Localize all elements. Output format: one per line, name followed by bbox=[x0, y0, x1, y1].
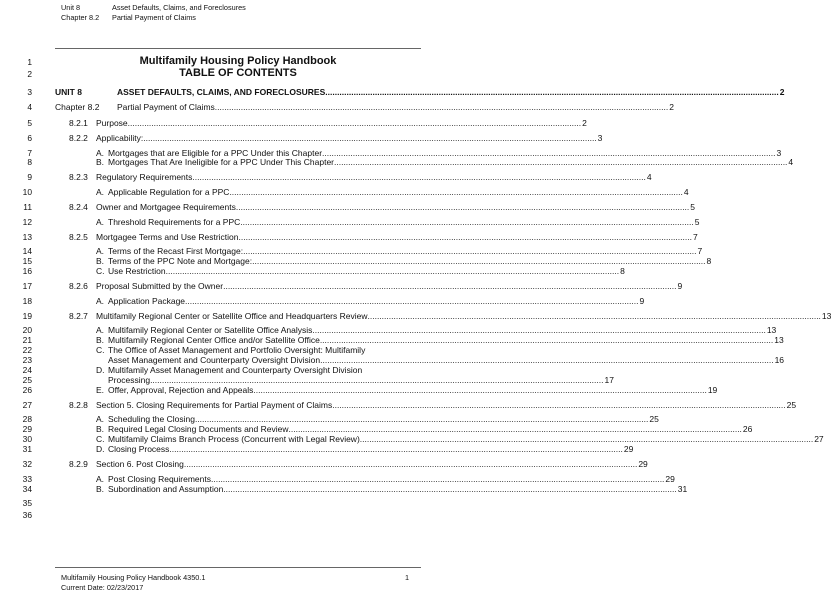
dot-leader bbox=[289, 424, 742, 434]
line-number: 33 bbox=[22, 474, 32, 484]
dot-leader bbox=[128, 118, 581, 128]
header-unit-label: Unit 8 bbox=[61, 3, 81, 12]
line-number: 2 bbox=[27, 69, 32, 79]
dot-leader bbox=[223, 484, 676, 494]
toc-entry-title: Closing Process bbox=[108, 444, 170, 454]
toc-entry-number: B. bbox=[96, 157, 105, 167]
toc-page-number: 2 bbox=[779, 87, 785, 97]
dot-leader bbox=[243, 246, 696, 256]
toc-entry-subsection[interactable] bbox=[96, 256, 712, 266]
toc-page-number: 7 bbox=[697, 246, 703, 256]
toc-entry-number: B. bbox=[96, 484, 105, 494]
toc-entry-subsection[interactable] bbox=[96, 187, 689, 197]
toc-entry-number: UNIT 8 bbox=[55, 87, 82, 97]
toc-page-number: 9 bbox=[677, 281, 683, 291]
line-number: 6 bbox=[27, 133, 32, 143]
toc-entry-unit[interactable] bbox=[55, 87, 785, 97]
dot-leader bbox=[312, 325, 765, 335]
toc-page-number: 4 bbox=[788, 157, 794, 167]
toc-entry-title: Regulatory Requirements bbox=[96, 172, 193, 182]
toc-entry-section[interactable] bbox=[69, 232, 698, 242]
toc-entry-section[interactable] bbox=[69, 281, 683, 291]
toc-page-number: 5 bbox=[690, 202, 696, 212]
toc-entry-number: 8.2.5 bbox=[69, 232, 88, 242]
toc-entry-title-continued: Asset Management and Counterparty Oversight Division bbox=[108, 355, 321, 365]
header-divider bbox=[55, 48, 421, 49]
line-number: 13 bbox=[22, 232, 32, 242]
toc-entry-section[interactable] bbox=[69, 202, 696, 212]
toc-entry-number: E. bbox=[96, 385, 105, 395]
line-number: 26 bbox=[22, 385, 32, 395]
dot-leader bbox=[334, 157, 787, 167]
toc-entry-title: Proposal Submitted by the Owner bbox=[96, 281, 224, 291]
toc-entry-number: A. bbox=[96, 187, 105, 197]
toc-entry-title: Multifamily Regional Center or Satellite Office and Headquarters Review bbox=[96, 311, 368, 321]
toc-title: TABLE OF CONTENTS bbox=[179, 67, 297, 79]
line-number: 17 bbox=[22, 281, 32, 291]
toc-entry-title: Terms of the Recast First Mortgage: bbox=[108, 246, 244, 256]
toc-entry-title: Purpose bbox=[96, 118, 128, 128]
toc-entry-subsection-first-line[interactable] bbox=[96, 365, 362, 375]
toc-entry-title: Mortgagee Terms and Use Restriction bbox=[96, 232, 239, 242]
toc-entry-number: C. bbox=[96, 266, 105, 276]
toc-entry-title: Terms of the PPC Note and Mortgage: bbox=[108, 256, 253, 266]
dot-leader bbox=[229, 187, 682, 197]
dot-leader bbox=[184, 459, 637, 469]
toc-entry-subsection-continued[interactable] bbox=[108, 355, 785, 365]
toc-entry-number: B. bbox=[96, 256, 105, 266]
line-number: 31 bbox=[22, 444, 32, 454]
toc-entry-title: Multifamily Regional Center Office and/or Satellite Office bbox=[108, 335, 320, 345]
line-number: 36 bbox=[22, 510, 32, 520]
toc-entry-title: ASSET DEFAULTS, CLAIMS, AND FORECLOSURES bbox=[117, 87, 326, 97]
toc-page-number: 8 bbox=[706, 256, 712, 266]
toc-entry-title: Required Legal Closing Documents and Review bbox=[108, 424, 289, 434]
toc-entry-subsection-continued[interactable] bbox=[108, 375, 614, 385]
line-number: 15 bbox=[22, 256, 32, 266]
toc-page-number: 2 bbox=[582, 118, 587, 128]
toc-entry-subsection[interactable] bbox=[96, 434, 824, 444]
page-header bbox=[61, 3, 246, 22]
toc-entry-number: 8.2.7 bbox=[69, 311, 88, 321]
dot-leader bbox=[166, 266, 619, 276]
line-number: 8 bbox=[27, 157, 32, 167]
toc-page-number: 5 bbox=[694, 217, 700, 227]
toc-entry-number: C. bbox=[96, 345, 105, 355]
toc-entry-section[interactable] bbox=[69, 311, 831, 321]
toc-entry-subsection[interactable] bbox=[96, 157, 794, 167]
toc-entry-title: Mortgages that are Eligible for a PPC Under this Chapter bbox=[108, 148, 323, 158]
toc-entry-number: 8.2.6 bbox=[69, 281, 88, 291]
line-number: 4 bbox=[27, 102, 32, 112]
toc-entry-title: Applicability: bbox=[96, 133, 144, 143]
line-number: 19 bbox=[22, 311, 32, 321]
toc-page-number: 4 bbox=[646, 172, 652, 182]
line-number: 5 bbox=[27, 118, 32, 128]
toc-entry-subsection-first-line[interactable] bbox=[96, 345, 365, 355]
line-number: 7 bbox=[27, 148, 32, 158]
dot-leader bbox=[236, 202, 689, 212]
toc-page-number: 3 bbox=[597, 133, 603, 143]
toc-entry-number: 8.2.8 bbox=[69, 400, 88, 410]
line-number: 18 bbox=[22, 296, 32, 306]
toc-entry-number: A. bbox=[96, 246, 105, 256]
toc-entry-title: Subordination and Assumption bbox=[108, 484, 224, 494]
toc-page-number: 29 bbox=[638, 459, 648, 469]
toc-entry-number: 8.2.3 bbox=[69, 172, 88, 182]
line-number: 22 bbox=[22, 345, 32, 355]
header-chapter-title: Partial Payment of Claims bbox=[112, 12, 196, 22]
toc-entry-subsection[interactable] bbox=[96, 444, 634, 454]
toc-entry-subsection[interactable] bbox=[96, 484, 688, 494]
toc-entry-title: Multifamily Claims Branch Process (Concurrent with Legal Review) bbox=[108, 434, 360, 444]
line-number: 27 bbox=[22, 400, 32, 410]
toc-entry-section[interactable] bbox=[69, 400, 797, 410]
toc-page-number: 27 bbox=[814, 434, 824, 444]
toc-page-number: 25 bbox=[786, 400, 797, 410]
toc-entry-number: 8.2.9 bbox=[69, 459, 88, 469]
toc-page-number: 17 bbox=[604, 375, 614, 385]
page-footer bbox=[61, 573, 205, 592]
dot-leader bbox=[223, 281, 676, 291]
dot-leader bbox=[211, 474, 664, 484]
dot-leader bbox=[325, 87, 778, 97]
toc-entry-subsection[interactable] bbox=[96, 474, 675, 484]
toc-entry-title: Partial Payment of Claims bbox=[117, 102, 215, 112]
toc-entry-subsection[interactable] bbox=[96, 217, 700, 227]
toc-entry-number: D. bbox=[96, 444, 105, 454]
toc-entry-chapter[interactable] bbox=[55, 102, 674, 112]
toc-entry-number: A. bbox=[96, 474, 105, 484]
line-number: 35 bbox=[22, 498, 32, 508]
toc-page-number: 25 bbox=[649, 414, 659, 424]
toc-entry-title: Mortgages That Are Ineligible for a PPC Under This Chapter bbox=[108, 157, 334, 167]
toc-entry-number: A. bbox=[96, 414, 105, 424]
dot-leader bbox=[185, 296, 638, 306]
line-number: 25 bbox=[22, 375, 32, 385]
dot-leader bbox=[215, 102, 668, 112]
toc-entry-subsection[interactable] bbox=[96, 414, 659, 424]
toc-page-number: 7 bbox=[692, 232, 698, 242]
toc-entry-title: Section 5. Closing Requirements for Partial Payment of Claims bbox=[96, 400, 333, 410]
toc-page-number: 13 bbox=[821, 311, 831, 321]
dot-leader bbox=[332, 400, 785, 410]
dot-leader bbox=[252, 256, 705, 266]
line-number: 24 bbox=[22, 365, 32, 375]
footer-handbook-id: Multifamily Housing Policy Handbook 4350.1 bbox=[61, 573, 206, 582]
line-number: 29 bbox=[22, 424, 32, 434]
line-number: 20 bbox=[22, 325, 32, 335]
handbook-title: Multifamily Housing Policy Handbook bbox=[139, 55, 337, 67]
toc-entry-number: D. bbox=[96, 365, 105, 375]
toc-page-number: 8 bbox=[620, 266, 625, 276]
toc-entry-title: Multifamily Asset Management and Counterparty Oversight Division bbox=[108, 365, 363, 375]
footer-current-date: Current Date: 02/23/2017 bbox=[61, 582, 144, 592]
toc-entry-title: Scheduling the Closing bbox=[108, 414, 195, 424]
dot-leader bbox=[240, 217, 693, 227]
line-number: 28 bbox=[22, 414, 32, 424]
dot-leader bbox=[169, 444, 622, 454]
dot-leader bbox=[320, 335, 773, 345]
line-number: 3 bbox=[27, 87, 32, 97]
toc-entry-subsection[interactable] bbox=[96, 424, 753, 434]
line-number: 30 bbox=[22, 434, 32, 444]
toc-page-number: 29 bbox=[623, 444, 634, 454]
header-unit-title: Asset Defaults, Claims, and Foreclosures bbox=[112, 3, 246, 12]
toc-page-number: 2 bbox=[669, 102, 674, 112]
toc-entry-title: Applicable Regulation for a PPC bbox=[108, 187, 230, 197]
toc-entry-number: 8.2.4 bbox=[69, 202, 88, 212]
line-number: 16 bbox=[22, 266, 32, 276]
dot-leader bbox=[192, 172, 645, 182]
line-number: 14 bbox=[22, 246, 32, 256]
dot-leader bbox=[143, 133, 596, 143]
toc-entry-title-continued: Processing bbox=[108, 375, 151, 385]
toc-entry-subsection[interactable] bbox=[96, 335, 784, 345]
toc-entry-number: A. bbox=[96, 217, 105, 227]
dot-leader bbox=[239, 232, 692, 242]
toc-page-number: 26 bbox=[742, 424, 753, 434]
toc-entry-section[interactable] bbox=[69, 133, 603, 143]
dot-leader bbox=[360, 434, 813, 444]
line-number: 1 bbox=[27, 57, 32, 67]
dot-leader bbox=[368, 311, 821, 321]
toc-page-number: 16 bbox=[774, 355, 785, 365]
toc-entry-subsection[interactable] bbox=[96, 246, 703, 256]
toc-page-number: 31 bbox=[677, 484, 688, 494]
dot-leader bbox=[253, 385, 706, 395]
toc-entry-section[interactable] bbox=[69, 118, 587, 128]
toc-page-number: 3 bbox=[776, 148, 782, 158]
toc-entry-number: A. bbox=[96, 148, 105, 158]
toc-page-number: 13 bbox=[766, 325, 777, 335]
toc-entry-title: Offer, Approval, Rejection and Appeals bbox=[108, 385, 254, 395]
toc-entry-number: A. bbox=[96, 296, 105, 306]
toc-entry-subsection[interactable] bbox=[96, 296, 645, 306]
toc-entry-title: Application Package bbox=[108, 296, 186, 306]
toc-entry-number: 8.2.2 bbox=[69, 133, 88, 143]
toc-page-number: 29 bbox=[665, 474, 675, 484]
line-number: 23 bbox=[22, 355, 32, 365]
toc-entry-number: B. bbox=[96, 424, 105, 434]
toc-entry-subsection[interactable] bbox=[96, 385, 718, 395]
toc-page-number: 9 bbox=[639, 296, 645, 306]
toc-page-number: 13 bbox=[774, 335, 784, 345]
header-chapter-label: Chapter 8.2 bbox=[61, 12, 100, 22]
dot-leader bbox=[320, 355, 773, 365]
toc-entry-number: B. bbox=[96, 335, 105, 345]
dot-leader bbox=[195, 414, 648, 424]
toc-entry-title: The Office of Asset Management and Portfolio Oversight: Multifamily bbox=[108, 345, 366, 355]
toc-entry-title: Post Closing Requirements bbox=[108, 474, 211, 484]
toc-entry-number: 8.2.1 bbox=[69, 118, 88, 128]
line-number: 32 bbox=[22, 459, 32, 469]
footer-page-number: 1 bbox=[404, 573, 409, 582]
line-number: 12 bbox=[22, 217, 32, 227]
line-number: 11 bbox=[23, 202, 32, 212]
toc-page-number: 4 bbox=[683, 187, 689, 197]
line-number: 9 bbox=[27, 172, 32, 182]
toc-entry-title: Owner and Mortgagee Requirements bbox=[96, 202, 236, 212]
line-number: 10 bbox=[22, 187, 32, 197]
line-number: 34 bbox=[22, 484, 32, 494]
toc-entry-number: C. bbox=[96, 434, 105, 444]
toc-entry-section[interactable] bbox=[69, 459, 648, 469]
footer-divider bbox=[55, 567, 421, 568]
toc-entry-number: Chapter 8.2 bbox=[55, 102, 100, 112]
toc-entry-title: Threshold Requirements for a PPC bbox=[108, 217, 241, 227]
toc-entry-subsection[interactable] bbox=[96, 266, 625, 276]
toc-entry-subsection[interactable] bbox=[96, 325, 777, 335]
dot-leader bbox=[150, 375, 603, 385]
toc-entry-title: Section 6. Post Closing bbox=[96, 459, 184, 469]
toc-entry-number: A. bbox=[96, 325, 105, 335]
toc-entry-section[interactable] bbox=[69, 172, 652, 182]
toc-entry-title: Multifamily Regional Center or Satellite Office Analysis bbox=[108, 325, 313, 335]
toc-page-number: 19 bbox=[707, 385, 718, 395]
toc-entry-title: Use Restriction bbox=[108, 266, 166, 276]
line-number: 21 bbox=[22, 335, 32, 345]
